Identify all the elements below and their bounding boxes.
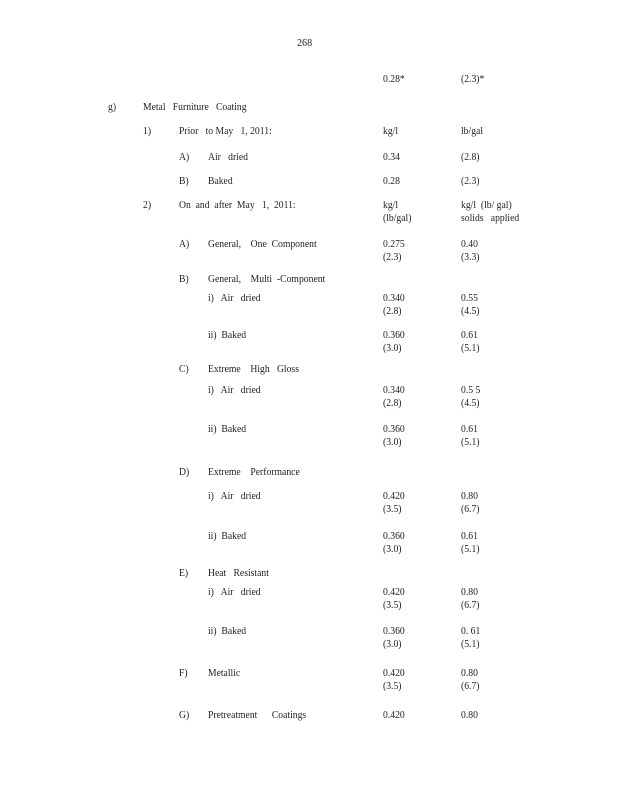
sub2-title: On and after May 1, 2011: — [179, 200, 296, 211]
value-solids-kg: 0.80 — [461, 587, 478, 598]
value-kg: 0.420 — [383, 710, 405, 721]
sub2-col1-header-line1: kg/l — [383, 200, 399, 211]
value-solids-kg: 0.5 5 — [461, 385, 481, 396]
section-label: g) — [108, 102, 117, 113]
value-solids-lb: (6.7) — [461, 504, 480, 515]
sub1-item-label: A) — [179, 152, 190, 163]
value-solids-kg: 0.80 — [461, 491, 478, 502]
value-solids-lb: (4.5) — [461, 398, 480, 409]
sub1-title: Prior to May 1, 2011: — [179, 126, 272, 137]
value-lb: (2.3) — [383, 252, 402, 263]
value-kg: 0.420 — [383, 491, 405, 502]
subcategory-name: i) Air dried — [208, 293, 261, 304]
value-kg: 0.360 — [383, 531, 405, 542]
value-solids-kg: 0.61 — [461, 531, 478, 542]
value-kg: 0.420 — [383, 587, 405, 598]
sub2-label: 2) — [143, 200, 152, 211]
sub1-col1-header: kg/l — [383, 126, 399, 137]
page-number: 268 — [297, 37, 313, 49]
value-solids-kg: 0.61 — [461, 424, 478, 435]
sub1-item-name: Air dried — [208, 152, 248, 163]
carryover-value-lb: (2.3)* — [461, 74, 485, 85]
subcategory-name: ii) Baked — [208, 626, 247, 637]
value-kg: 0.275 — [383, 239, 405, 250]
value-solids-lb: (5.1) — [461, 343, 480, 354]
value-kg: 0.340 — [383, 385, 405, 396]
value-solids-kg: 0.80 — [461, 668, 478, 679]
category-name: Extreme Performance — [208, 467, 300, 478]
value-solids-lb: (3.3) — [461, 252, 480, 263]
section-title: Metal Furniture Coating — [143, 102, 247, 113]
category-label: F) — [179, 668, 188, 679]
sub1-item-value-kg: 0.28 — [383, 176, 400, 187]
category-label: A) — [179, 239, 190, 250]
value-kg: 0.360 — [383, 330, 405, 341]
sub1-label: 1) — [143, 126, 152, 137]
subcategory-name: ii) Baked — [208, 531, 247, 542]
value-lb: (3.0) — [383, 437, 402, 448]
value-lb: (3.5) — [383, 504, 402, 515]
value-lb: (3.5) — [383, 600, 402, 611]
subcategory-name: i) Air dried — [208, 587, 261, 598]
value-solids-lb: (5.1) — [461, 544, 480, 555]
value-lb: (2.8) — [383, 398, 402, 409]
value-solids-kg: 0.40 — [461, 239, 478, 250]
subcategory-name: i) Air dried — [208, 385, 261, 396]
value-solids-lb: (5.1) — [461, 437, 480, 448]
value-kg: 0.360 — [383, 424, 405, 435]
value-kg: 0.360 — [383, 626, 405, 637]
value-solids-kg: 0.55 — [461, 293, 478, 304]
category-name: Heat Resistant — [208, 568, 269, 579]
sub2-col2-header-line2: solids applied — [461, 213, 520, 224]
category-label: E) — [179, 568, 189, 579]
value-solids-lb: (6.7) — [461, 600, 480, 611]
category-label: C) — [179, 364, 189, 375]
category-name: Pretreatment Coatings — [208, 710, 307, 721]
sub1-item-value-lb: (2.8) — [461, 152, 480, 163]
category-name: General, One Component — [208, 239, 317, 250]
value-kg: 0.420 — [383, 668, 405, 679]
sub2-col2-header-line1: kg/l (lb/ gal) — [461, 200, 512, 211]
sub1-item-name: Baked — [208, 176, 233, 187]
carryover-value-kg: 0.28* — [383, 74, 405, 85]
subcategory-name: ii) Baked — [208, 424, 247, 435]
sub1-item-value-lb: (2.3) — [461, 176, 480, 187]
sub2-col1-header-line2: (lb/gal) — [383, 213, 412, 224]
value-lb: (3.0) — [383, 343, 402, 354]
category-label: B) — [179, 274, 189, 285]
value-solids-lb: (4.5) — [461, 306, 480, 317]
value-solids-kg: 0.80 — [461, 710, 478, 721]
value-solids-kg: 0. 61 — [461, 626, 481, 637]
category-name: Metallic — [208, 668, 241, 679]
value-solids-lb: (6.7) — [461, 681, 480, 692]
sub1-col2-header: lb/gal — [461, 126, 484, 137]
value-lb: (3.0) — [383, 639, 402, 650]
category-name: Extreme High Gloss — [208, 364, 299, 375]
value-lb: (3.0) — [383, 544, 402, 555]
value-lb: (3.5) — [383, 681, 402, 692]
category-name: General, Multi -Component — [208, 274, 326, 285]
subcategory-name: i) Air dried — [208, 491, 261, 502]
value-kg: 0.340 — [383, 293, 405, 304]
category-label: G) — [179, 710, 190, 721]
sub1-item-label: B) — [179, 176, 189, 187]
value-solids-kg: 0.61 — [461, 330, 478, 341]
value-lb: (2.8) — [383, 306, 402, 317]
category-label: D) — [179, 467, 190, 478]
subcategory-name: ii) Baked — [208, 330, 247, 341]
sub1-item-value-kg: 0.34 — [383, 152, 400, 163]
value-solids-lb: (5.1) — [461, 639, 480, 650]
